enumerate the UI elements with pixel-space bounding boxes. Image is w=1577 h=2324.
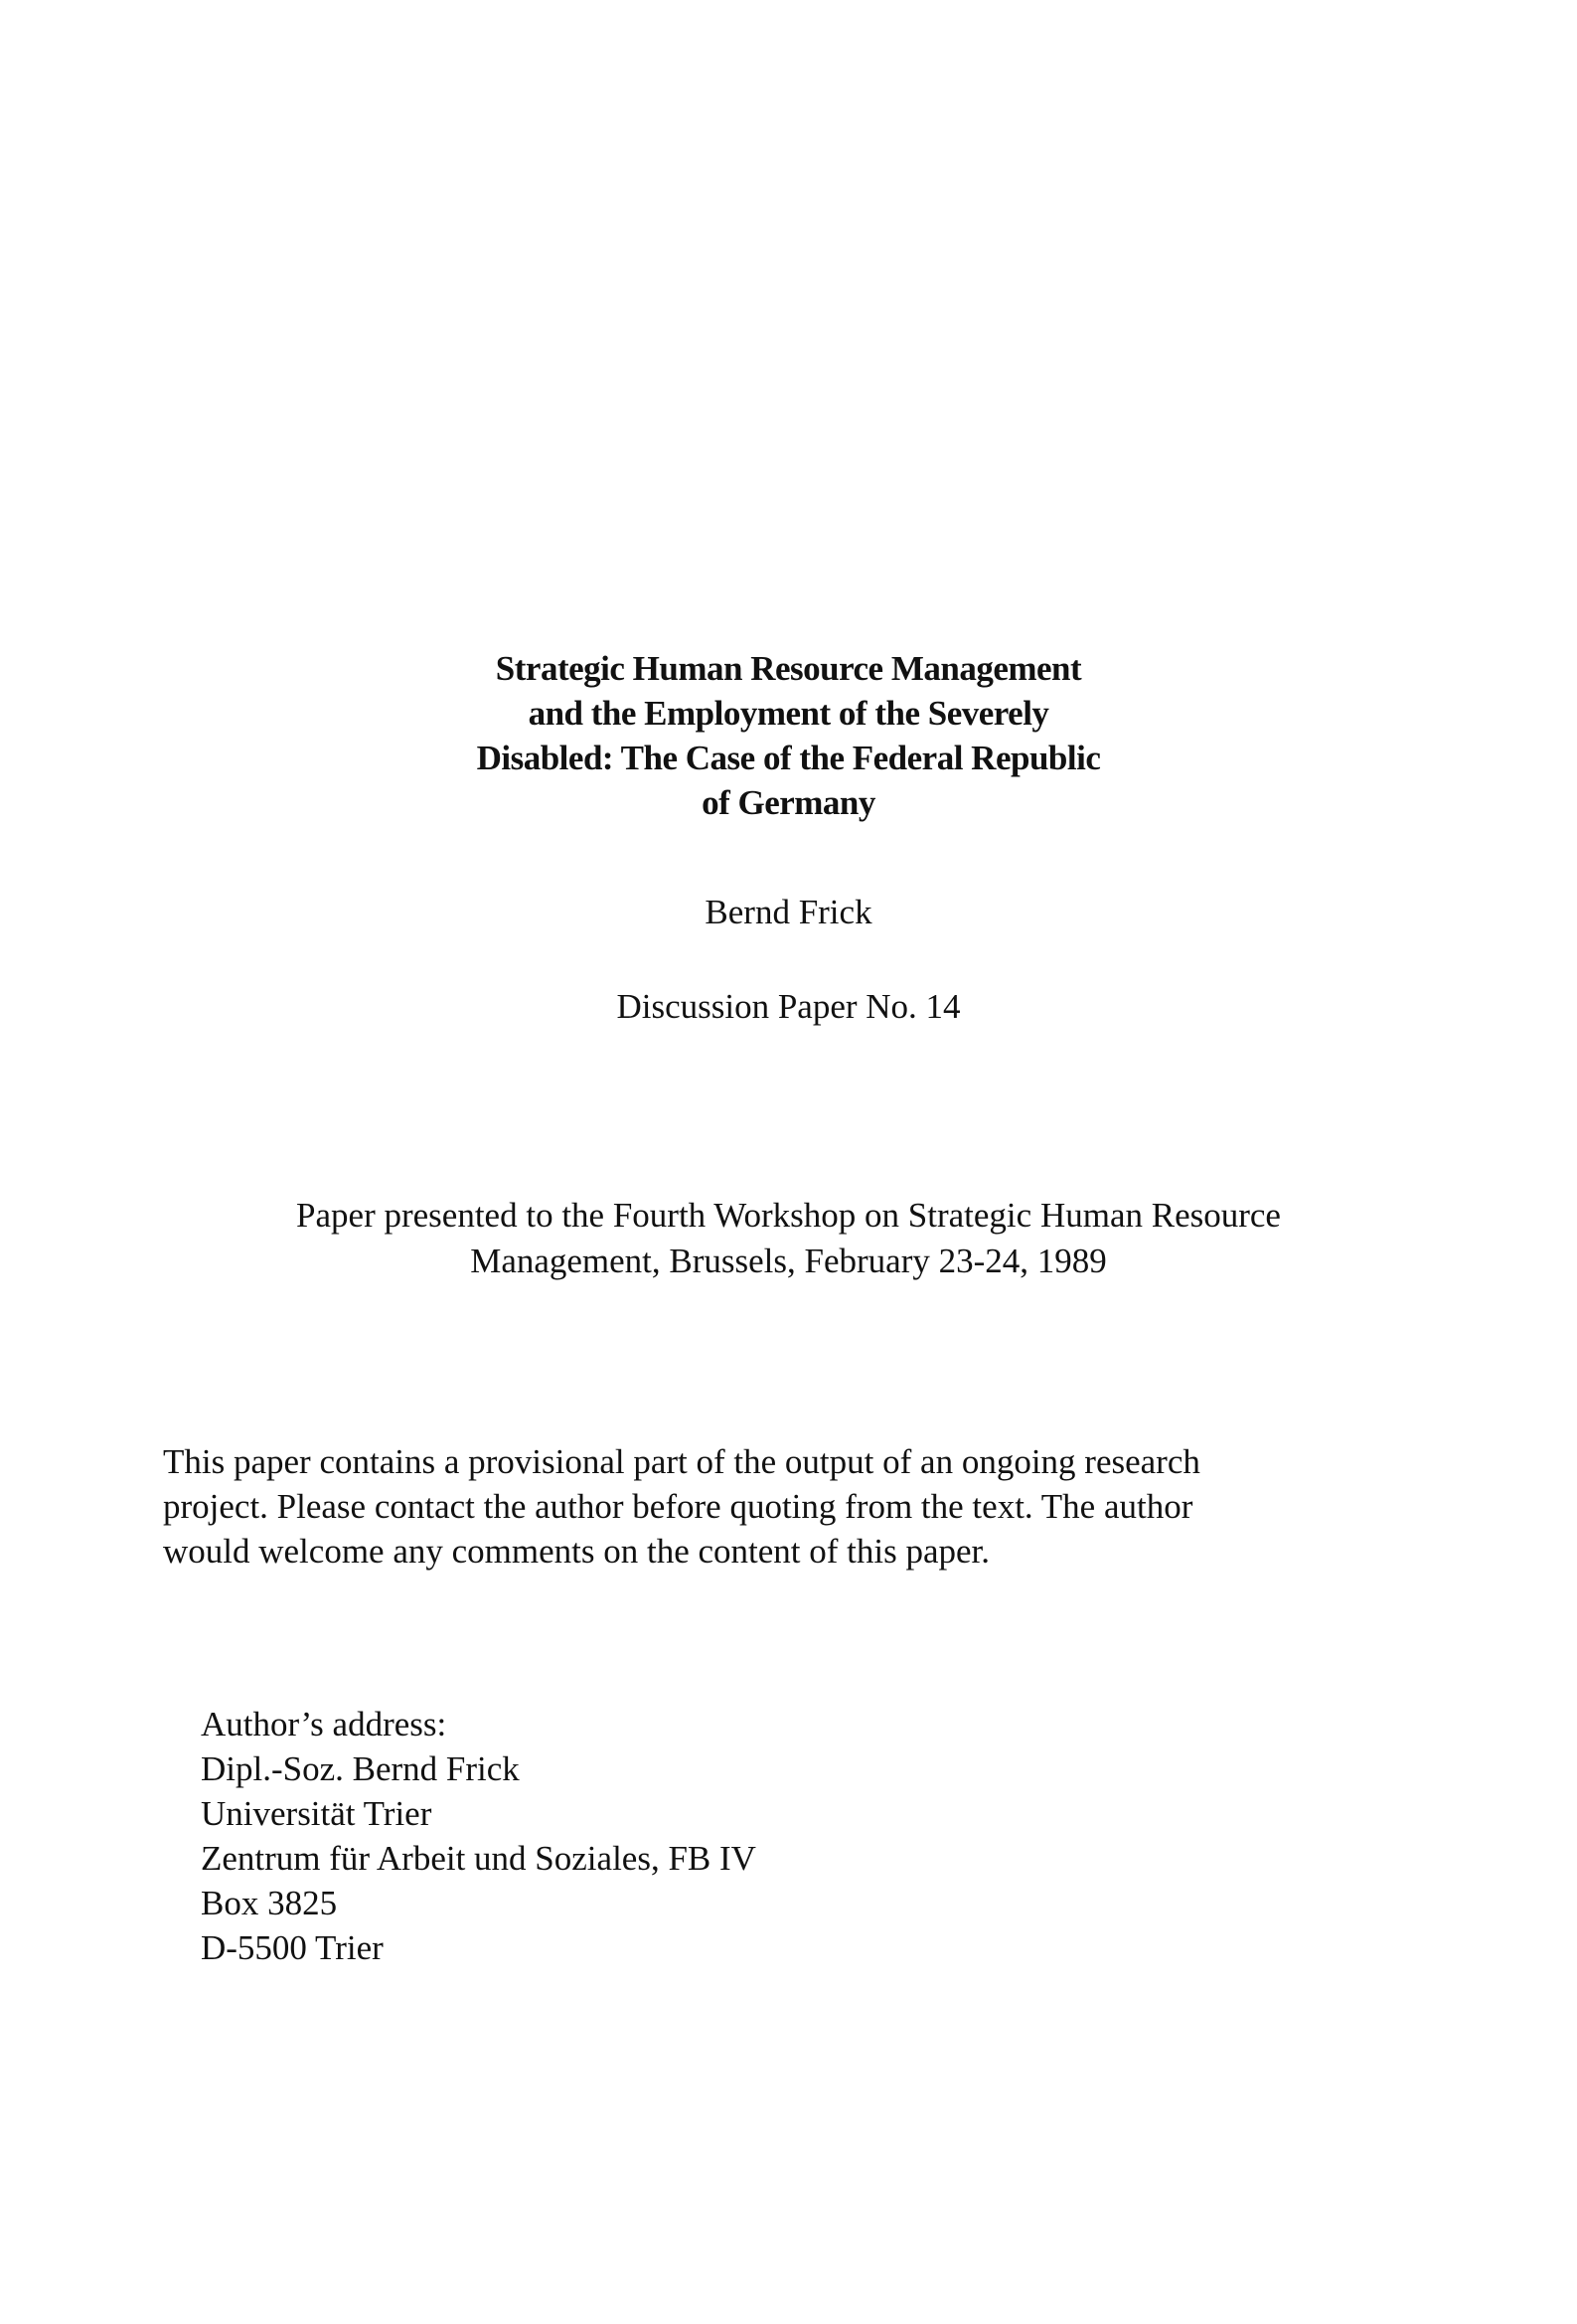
author-address [201,1702,756,1970]
title-line: Disabled: The Case of the Federal Republic [476,739,1101,777]
presentation-note [0,1193,1577,1284]
address-heading: Author’s address: [201,1705,447,1743]
provisional-notice [163,1439,1276,1574]
address-line: Box 3825 [201,1884,338,1922]
author-name: Bernd Frick [705,893,872,931]
notice-line: would welcome any comments on the content of this paper. [163,1532,991,1571]
notice-line: This paper contains a provisional part of the output of an ongoing research [163,1442,1200,1481]
title-line: and the Employment of the Severely [528,694,1049,733]
title-line: of Germany [702,783,875,822]
address-line: D-5500 Trier [201,1928,384,1967]
address-line: Universität Trier [201,1794,432,1833]
presentation-line: Paper presented to the Fourth Workshop on Strategic Human Resource [296,1196,1281,1235]
address-line: Dipl.-Soz. Bernd Frick [201,1749,520,1788]
presentation-line: Management, Brussels, February 23-24, 1989 [470,1242,1107,1280]
notice-line: project. Please contact the author before quoting from the text. The author [163,1487,1193,1526]
title-line: Strategic Human Resource Management [495,649,1082,688]
address-line: Zentrum für Arbeit und Soziales, FB IV [201,1839,756,1878]
discussion-paper-number: Discussion Paper No. 14 [616,987,961,1026]
paper-title [0,646,1577,825]
